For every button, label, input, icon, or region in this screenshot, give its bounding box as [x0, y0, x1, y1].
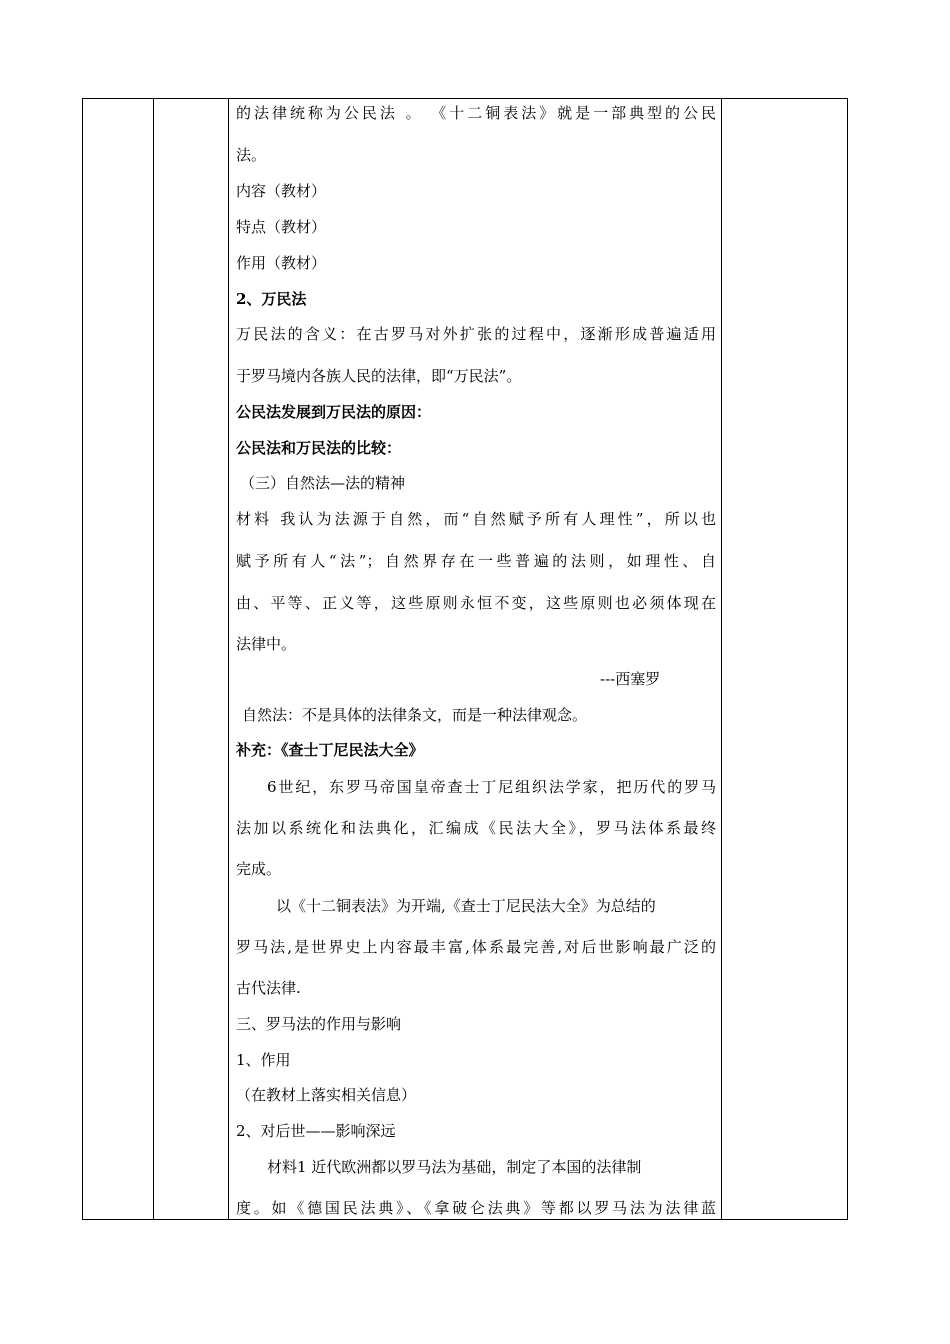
- text-line: 自然法：不是具体的法律条文，而是一种法律观念。: [242, 706, 588, 724]
- bold-line: 公民法和万民法的比较：: [236, 439, 402, 457]
- text-line: 2、对后世——影响深远: [236, 1122, 396, 1140]
- section-heading: 2、万民法: [236, 290, 307, 308]
- text-line: 赋予所有人“法”；自然界存在一些普遍的法则，如理性、自: [236, 552, 716, 570]
- text-line: 内容（教材）: [236, 182, 327, 200]
- text-line: 古代法律.: [236, 979, 301, 997]
- lesson-table: [82, 98, 848, 1220]
- column-divider-1: [153, 99, 154, 1219]
- text-line: （在教材上落实相关信息）: [236, 1086, 417, 1104]
- bold-line: 补充：《查士丁尼民法大全》: [236, 741, 424, 759]
- column-divider-2: [228, 99, 229, 1219]
- text-line: 的法律统称为公民法 。 《十二铜表法》就是一部典型的公民: [236, 104, 716, 122]
- text-line: 以《十二铜表法》为开端,《查士丁尼民法大全》为总结的: [276, 897, 656, 915]
- text-line: 材料 我认为法源于自然，而“自然赋予所有人理性”，所以也: [236, 510, 716, 528]
- text-line: 作用（教材）: [236, 254, 327, 272]
- text-line: 于罗马境内各族人民的法律，即“万民法”。: [236, 367, 522, 385]
- text-line: 法律中。: [236, 635, 297, 653]
- quote-attribution: ---西塞罗: [600, 670, 661, 688]
- text-line: （三）自然法—法的精神: [240, 474, 406, 492]
- column-divider-3: [721, 99, 722, 1219]
- text-line: 度。如《德国民法典》、《拿破仑法典》等都以罗马法为法律蓝: [236, 1199, 716, 1217]
- text-line: 1、作用: [236, 1051, 291, 1069]
- text-line: 万民法的含义：在古罗马对外扩张的过程中，逐渐形成普遍适用: [236, 325, 716, 343]
- text-line: 完成。: [236, 860, 282, 878]
- text-line: 三、罗马法的作用与影响: [236, 1015, 402, 1033]
- text-line: 法。: [236, 146, 267, 164]
- bold-line: 公民法发展到万民法的原因：: [236, 403, 432, 421]
- text-line: 法加以系统化和法典化，汇编成《民法大全》，罗马法体系最终: [236, 819, 716, 837]
- text-line: 罗马法,是世界史上内容最丰富,体系最完善,对后世影响最广泛的: [236, 938, 716, 956]
- text-line: 由、平等、正义等，这些原则永恒不变，这些原则也必须体现在: [236, 594, 716, 612]
- text-line: 材料1 近代欧洲都以罗马法为基础，制定了本国的法律制: [267, 1158, 642, 1176]
- text-line: 6世纪，东罗马帝国皇帝查士丁尼组织法学家，把历代的罗马: [267, 778, 716, 796]
- text-line: 特点（教材）: [236, 218, 327, 236]
